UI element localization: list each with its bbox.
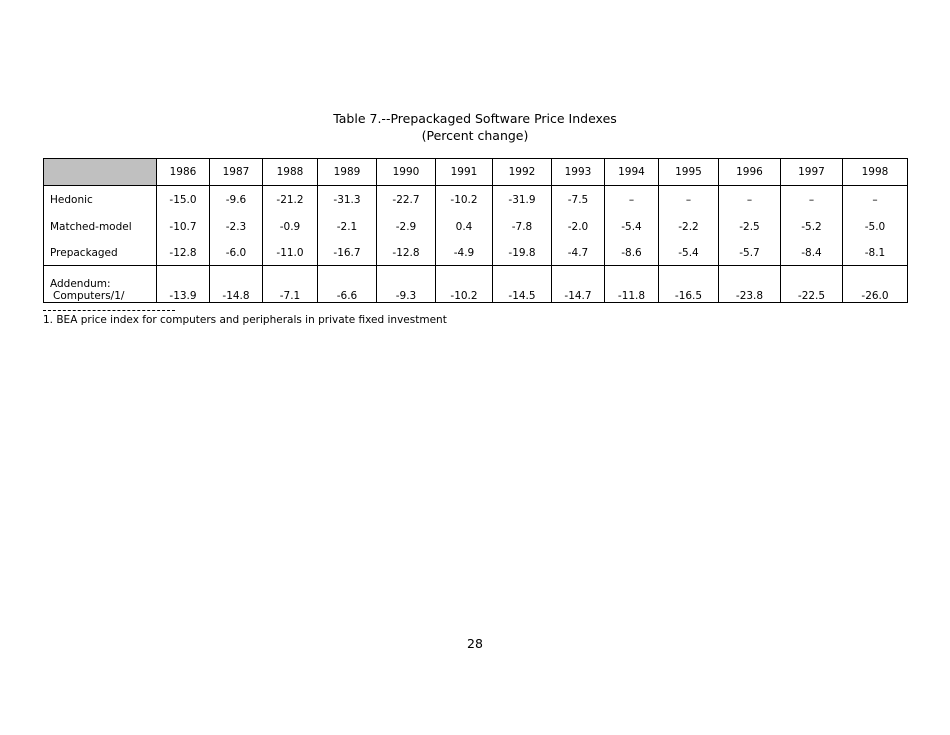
table-cell: – xyxy=(781,186,843,214)
footnote-divider xyxy=(43,310,175,311)
table-cell: -22.5 xyxy=(781,266,843,303)
year-header: 1988 xyxy=(263,159,318,186)
table-subtitle: (Percent change) xyxy=(421,128,529,143)
table-title: Table 7.--Prepackaged Software Price Indexes xyxy=(333,111,617,126)
table-cell: -14.8 xyxy=(210,266,263,303)
addendum-label: Addendum: xyxy=(50,278,111,290)
table-cell: -7.1 xyxy=(263,266,318,303)
table-cell: -6.6 xyxy=(318,266,377,303)
computers-label: Computers/1/ xyxy=(53,290,125,302)
footnote: 1. BEA price index for computers and peripherals in private fixed investment xyxy=(43,314,447,326)
table-cell: -5.4 xyxy=(605,213,659,240)
table-cell: -10.2 xyxy=(436,266,493,303)
year-header: 1993 xyxy=(552,159,605,186)
table-cell: -2.0 xyxy=(552,213,605,240)
year-header: 1996 xyxy=(719,159,781,186)
table-row-hedonic xyxy=(44,186,908,214)
table-cell: -10.2 xyxy=(436,186,493,214)
table-cell: -9.3 xyxy=(377,266,436,303)
table-cell: -31.9 xyxy=(493,186,552,214)
table-cell: -4.7 xyxy=(552,240,605,266)
row-label: Prepackaged xyxy=(44,240,157,266)
table-cell: -2.1 xyxy=(318,213,377,240)
table-cell: -2.2 xyxy=(659,213,719,240)
table-cell: -8.4 xyxy=(781,240,843,266)
year-header: 1991 xyxy=(436,159,493,186)
table-cell: -2.9 xyxy=(377,213,436,240)
table-cell: -21.2 xyxy=(263,186,318,214)
table-cell: -13.9 xyxy=(157,266,210,303)
row-label-addendum xyxy=(44,266,157,303)
table-cell: -14.5 xyxy=(493,266,552,303)
year-header: 1992 xyxy=(493,159,552,186)
table-row-matched-model xyxy=(44,213,908,240)
year-header: 1997 xyxy=(781,159,843,186)
table-cell: -11.0 xyxy=(263,240,318,266)
table-cell: -14.7 xyxy=(552,266,605,303)
table-cell: -15.0 xyxy=(157,186,210,214)
table-cell: -2.5 xyxy=(719,213,781,240)
table-cell: -5.2 xyxy=(781,213,843,240)
table-cell: -5.4 xyxy=(659,240,719,266)
table-cell: – xyxy=(605,186,659,214)
table-cell: -10.7 xyxy=(157,213,210,240)
table-cell: -16.7 xyxy=(318,240,377,266)
year-header: 1986 xyxy=(157,159,210,186)
table-cell: -7.5 xyxy=(552,186,605,214)
table-cell: -12.8 xyxy=(377,240,436,266)
table-cell: -12.8 xyxy=(157,240,210,266)
table-cell: – xyxy=(843,186,908,214)
table-cell: -9.6 xyxy=(210,186,263,214)
table-cell: -22.7 xyxy=(377,186,436,214)
table-cell: -8.6 xyxy=(605,240,659,266)
year-header: 1995 xyxy=(659,159,719,186)
table-cell: -5.7 xyxy=(719,240,781,266)
price-index-table xyxy=(43,158,908,303)
year-header: 1990 xyxy=(377,159,436,186)
table-cell: -6.0 xyxy=(210,240,263,266)
header-corner-cell xyxy=(44,159,157,186)
row-label: Hedonic xyxy=(44,186,157,214)
year-header: 1994 xyxy=(605,159,659,186)
table-row-addendum-computers xyxy=(44,266,908,303)
table-cell: -31.3 xyxy=(318,186,377,214)
header-row xyxy=(44,159,908,186)
table-cell: -16.5 xyxy=(659,266,719,303)
table-cell: -7.8 xyxy=(493,213,552,240)
page-number: 28 xyxy=(467,636,483,651)
table-cell: – xyxy=(659,186,719,214)
table-cell: -8.1 xyxy=(843,240,908,266)
table-cell: -5.0 xyxy=(843,213,908,240)
year-header: 1987 xyxy=(210,159,263,186)
table-cell: -26.0 xyxy=(843,266,908,303)
table-cell: -2.3 xyxy=(210,213,263,240)
table-cell: – xyxy=(719,186,781,214)
year-header: 1989 xyxy=(318,159,377,186)
table-row-prepackaged xyxy=(44,240,908,266)
table-cell: -19.8 xyxy=(493,240,552,266)
table-cell: -11.8 xyxy=(605,266,659,303)
table-cell: 0.4 xyxy=(436,213,493,240)
table-cell: -23.8 xyxy=(719,266,781,303)
year-header: 1998 xyxy=(843,159,908,186)
table-cell: -0.9 xyxy=(263,213,318,240)
table-cell: -4.9 xyxy=(436,240,493,266)
row-label: Matched-model xyxy=(44,213,157,240)
